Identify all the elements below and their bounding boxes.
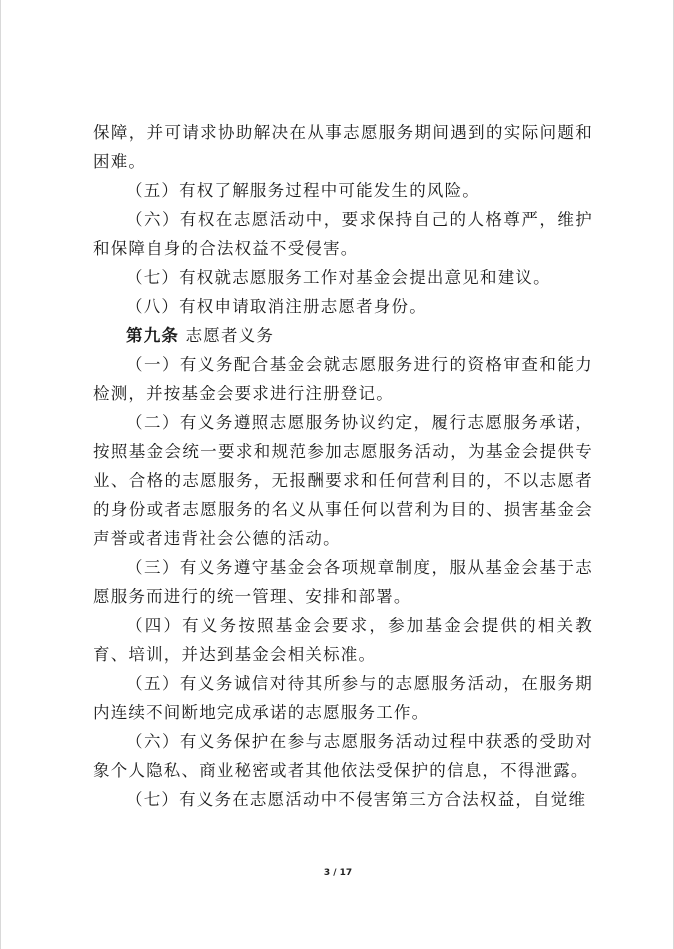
paragraph-duty-1: （一）有义务配合基金会就志愿服务进行的资格审查和能力检测，并按基金会要求进行注册登记。	[93, 355, 593, 403]
paragraph-duty-2: （二）有义务遵照志愿服务协议约定，履行志愿服务承诺，按照基金会统一要求和规范参加志愿服务活动，为基金会提供专业、合格的志愿服务，无报酬要求和任何营利目的，不以志愿者的身份或者志愿服务的名义从事任何以营利为目的、损害基金会声誉或者违背社会公德的活动。	[93, 413, 593, 548]
document-body	[93, 118, 593, 814]
article-number: 第九条	[126, 326, 180, 345]
paragraph-right-5: （五）有权了解服务过程中可能发生的风险。	[126, 181, 480, 200]
paragraph-duty-6: （六）有义务保护在参与志愿服务活动过程中获悉的受助对象个人隐私、商业秘密或者其他依法受保护的信息，不得泄露。	[93, 732, 593, 780]
paragraph-duty-5: （五）有义务诚信对待其所参与的志愿服务活动，在服务期内连续不间断地完成承诺的志愿服务工作。	[93, 674, 593, 722]
article-title: 志愿者义务	[185, 326, 275, 345]
paragraph-duty-4: （四）有义务按照基金会要求，参加基金会提供的相关教育、培训，并达到基金会相关标准。	[93, 616, 593, 664]
page-number: 3 / 17	[323, 868, 353, 878]
paragraph-right-6: （六）有权在志愿活动中，要求保持自己的人格尊严，维护和保障自身的合法权益不受侵害。	[93, 210, 593, 258]
paragraph-right-7: （七）有权就志愿服务工作对基金会提出意见和建议。	[126, 268, 551, 287]
paragraph-right-8: （八）有权申请取消注册志愿者身份。	[126, 297, 427, 316]
paragraph-duty-3: （三）有义务遵守基金会各项规章制度，服从基金会基于志愿服务而进行的统一管理、安排和部署。	[93, 558, 593, 606]
paragraph-duty-7: （七）有义务在志愿活动中不侵害第三方合法权益，自觉维	[126, 790, 587, 809]
article-heading	[93, 321, 593, 350]
paragraph-continued: 保障，并可请求协助解决在从事志愿服务期间遇到的实际问题和困难。	[93, 123, 593, 171]
